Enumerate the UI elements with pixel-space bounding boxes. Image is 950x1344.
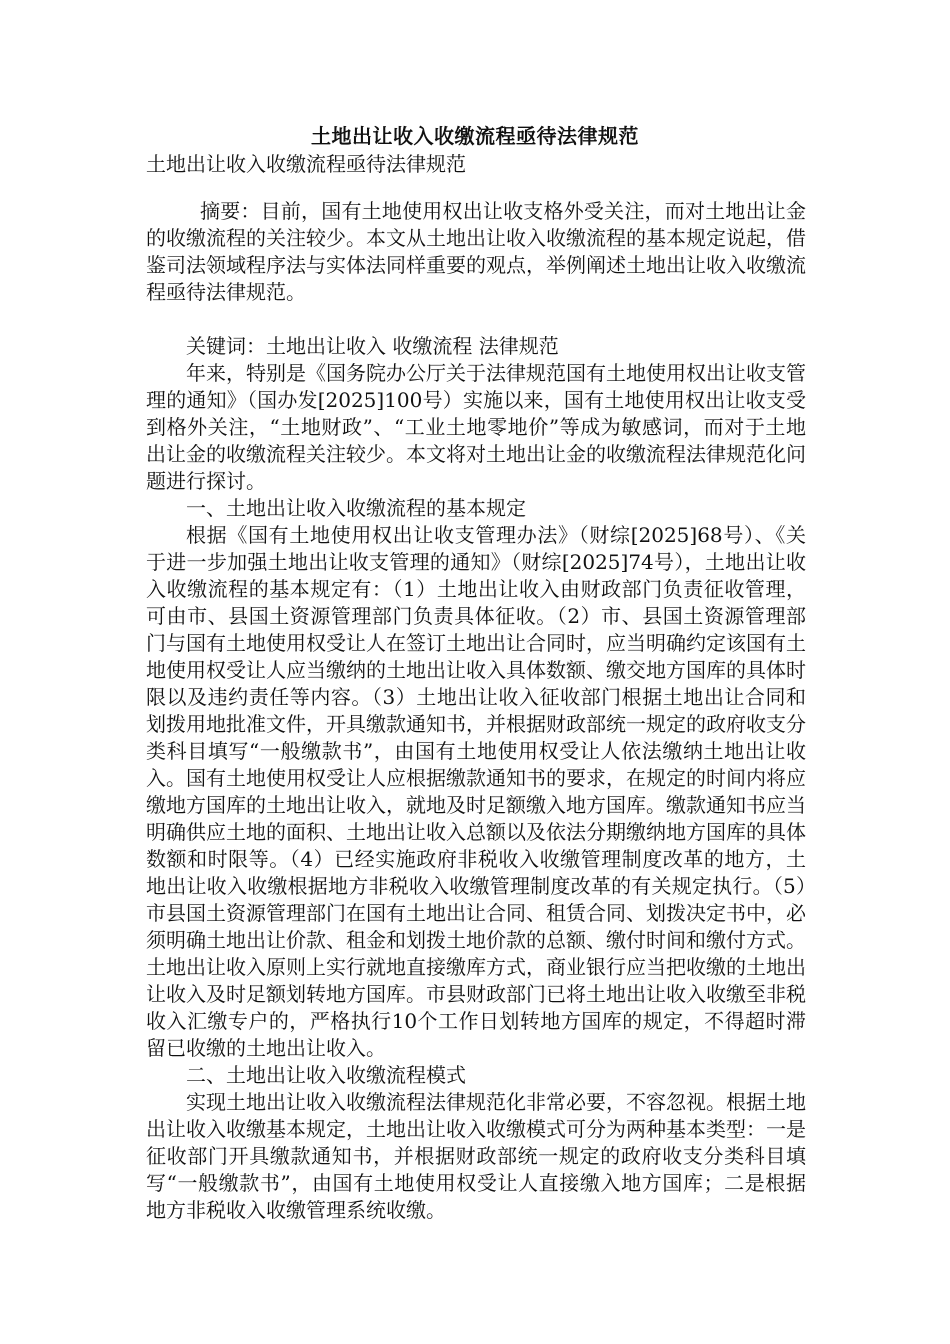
- document-subtitle: 土地出让收入收缴流程亟待法律规范: [146, 152, 466, 176]
- section-heading: 一、土地出让收入收缴流程的基本规定: [186, 496, 526, 520]
- body-paragraph: 根据《国有土地使用权出让收支管理办法》（财综[2025]68号）、《关于进一步加强土地出让收支管理的通知》（财综[2025]74号），土地出让收入收缴流程的基本规定有：（1）土地出让收入由财政部门负责征收管理，可由市、县国土资源管理部门负责具体征收。（2）市、县国土资源管理部门与国有土地使用权受让人在签订土地出让合同时，应当明确约定该国有土地使用权受让人应当缴纳的土地出让收入具体数额、缴交地方国库的具体时限以及违约责任等内容。（3）土地出让收入征收部门根据土地出让合同和划拨用地批准文件，开具缴款通知书，并根据财政部统一规定的政府收支分类科目填写“一般缴款书”，由国有土地使用权受让人依法缴纳土地出让收入。国有土地使用权受让人应根据缴款通知书的要求，在规定的时间内将应缴地方国库的土地出让收入，就地及时足额缴入地方国库。缴款通知书应当明确供应土地的面积、土地出让收入总额以及依法分期缴纳地方国库的具体数额和时限等。（4）已经实施政府非税收入收缴管理制度改革的地方，土地出让收入收缴根据地方非税收入收缴管理制度改革的有关规定执行。（5）市县国土资源管理部门在国有土地出让合同、租赁合同、划拨决定书中，必须明确土地出让价款、租金和划拨土地价款的总额、缴付时间和缴付方式。土地出让收入原则上实行就地直接缴库方式，商业银行应当把收缴的土地出让收入及时足额划转地方国库。市县财政部门已将土地出让收入收缴至非税收入汇缴专户的，严格执行10个工作日划转地方国库的规定，不得超时滞留已收缴的土地出让收入。: [146, 523, 806, 1060]
- document-body: [146, 198, 806, 1224]
- document-title: 土地出让收入收缴流程亟待法律规范: [311, 124, 639, 148]
- keywords-line: 关键词：土地出让收入 收缴流程 法律规范: [186, 334, 559, 358]
- body-paragraph: 实现土地出让收入收缴流程法律规范化非常必要，不容忽视。根据土地出让收入收缴基本规定，土地出让收入收缴模式可分为两种基本类型：一是征收部门开具缴款通知书，并根据财政部统一规定的政府收支分类科目填写“一般缴款书”，由国有土地使用权受让人直接缴入地方国库；二是根据地方非税收入收缴管理系统收缴。: [146, 1090, 806, 1222]
- section-heading: 二、土地出让收入收缴流程模式: [186, 1063, 466, 1087]
- body-paragraph: 年来，特别是《国务院办公厅关于法律规范国有土地使用权出让收支管理的通知》（国办发[2025]100号）实施以来，国有土地使用权出让收支受到格外关注，“土地财政”、“工业土地零地价”等成为敏感词，而对于土地出让金的收缴流程关注较少。本文将对土地出让金的收缴流程法律规范化问题进行探讨。: [146, 361, 806, 493]
- paragraph-spacer: [146, 306, 806, 333]
- abstract-paragraph: 摘要：目前，国有土地使用权出让收支格外受关注，而对土地出让金的收缴流程的关注较少。本文从土地出让收入收缴流程的基本规定说起，借鉴司法领域程序法与实体法同样重要的观点，举例阐述土地出让收入收缴流程亟待法律规范。: [146, 199, 806, 304]
